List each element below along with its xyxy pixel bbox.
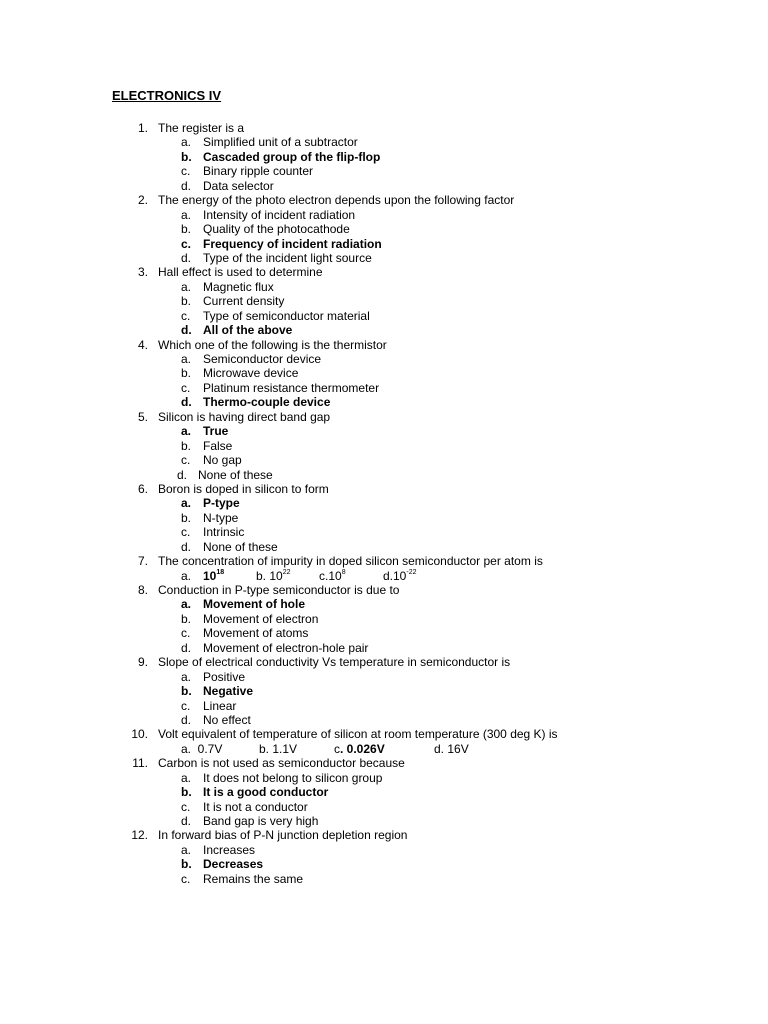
question-text: Slope of electrical conductivity Vs temperature in semiconductor is xyxy=(158,655,511,670)
option-text: It is not a conductor xyxy=(203,799,308,814)
option-text: Band gap is very high xyxy=(203,814,319,828)
answer-option xyxy=(0,352,768,366)
option-letter: c. xyxy=(181,626,191,641)
option-letter: a. xyxy=(181,135,192,150)
answer-option xyxy=(0,453,768,467)
question-2 xyxy=(0,193,768,207)
option-text: Magnetic flux xyxy=(203,279,274,294)
option-letter: a. xyxy=(181,279,192,294)
option-letter: c. xyxy=(181,698,191,713)
option-letter: a. xyxy=(181,352,192,366)
option-letter: d. xyxy=(181,178,192,193)
question-number: 8. xyxy=(137,583,148,597)
question-text: Carbon is not used as semiconductor because xyxy=(158,756,405,771)
answer-option-correct xyxy=(0,150,768,164)
option-letter: a. xyxy=(181,207,192,222)
option-text: Simplified unit of a subtractor xyxy=(203,135,358,150)
option-text: True xyxy=(203,424,229,439)
answer-option xyxy=(0,814,768,828)
option-text: False xyxy=(203,438,233,453)
question-text: Silicon is having direct band gap xyxy=(158,409,331,424)
option-c-correct xyxy=(334,742,385,756)
answer-option xyxy=(0,699,768,713)
answer-option-correct xyxy=(0,857,768,871)
answer-option xyxy=(0,222,768,236)
question-number: 12. xyxy=(131,828,148,843)
option-letter: b. xyxy=(181,366,192,381)
question-12 xyxy=(0,828,768,842)
option-letter: b. xyxy=(181,222,192,237)
option-a: a. 0.7V xyxy=(181,741,223,756)
option-letter: b. xyxy=(181,785,192,800)
answer-option xyxy=(0,612,768,626)
question-text: Boron is doped in silicon to form xyxy=(158,481,329,496)
question-text: Conduction in P-type semiconductor is due to xyxy=(158,583,400,597)
question-6 xyxy=(0,482,768,496)
option-letter: c. xyxy=(181,380,191,395)
option-letter: c. xyxy=(181,799,191,814)
answer-option xyxy=(0,670,768,684)
question-text: The energy of the photo electron depends upon the following factor xyxy=(158,193,515,208)
question-5 xyxy=(0,410,768,424)
option-exponent: -22 xyxy=(406,568,417,576)
option-letter: a. xyxy=(181,770,192,785)
option-base: b. 10 xyxy=(256,568,283,583)
option-text: Binary ripple counter xyxy=(203,164,314,179)
option-c xyxy=(319,569,346,583)
option-letter: c. xyxy=(181,871,191,886)
option-letter: c. xyxy=(181,164,191,179)
question-text: The concentration of impurity in doped silicon semiconductor per atom is xyxy=(158,554,543,569)
option-base: d.10 xyxy=(383,568,407,583)
inline-answer-options xyxy=(0,742,768,756)
option-text: Movement of electron xyxy=(203,611,319,626)
option-b: b. 1.1V xyxy=(259,741,298,756)
answer-option xyxy=(0,251,768,265)
answer-option xyxy=(0,468,768,482)
option-text: Positive xyxy=(203,669,246,684)
option-letter: d. xyxy=(181,814,192,828)
option-text: Type of semiconductor material xyxy=(203,308,370,323)
option-exponent: 8 xyxy=(341,568,346,576)
option-letter: c. xyxy=(181,308,191,323)
question-number: 7. xyxy=(137,554,148,569)
option-letter: d. xyxy=(181,323,192,338)
question-text: Which one of the following is the thermistor xyxy=(158,337,387,352)
answer-option xyxy=(0,208,768,222)
option-text: Quality of the photocathode xyxy=(203,222,350,237)
option-text: All of the above xyxy=(203,323,293,338)
option-letter: a. xyxy=(181,496,192,511)
option-text: None of these xyxy=(198,467,273,482)
question-1 xyxy=(0,121,768,135)
option-letter: b. xyxy=(181,510,192,525)
option-text: Linear xyxy=(203,698,237,713)
question-number: 3. xyxy=(137,265,148,280)
option-text: Platinum resistance thermometer xyxy=(203,380,380,395)
answer-option xyxy=(0,626,768,640)
question-list xyxy=(0,121,768,886)
answer-option-correct xyxy=(0,237,768,251)
answer-option xyxy=(0,439,768,453)
answer-option xyxy=(0,135,768,149)
question-9 xyxy=(0,655,768,669)
option-text: Negative xyxy=(203,684,254,699)
question-number: 11. xyxy=(132,756,148,771)
answer-option xyxy=(0,164,768,178)
option-d: d. 16V xyxy=(434,741,469,756)
question-number: 5. xyxy=(137,409,148,424)
answer-option xyxy=(0,843,768,857)
option-letter: b. xyxy=(181,611,192,626)
question-number: 6. xyxy=(137,481,148,496)
option-text: Type of the incident light source xyxy=(203,250,372,265)
question-10 xyxy=(0,727,768,741)
answer-option xyxy=(0,641,768,655)
answer-option xyxy=(0,179,768,193)
option-text: P-type xyxy=(203,496,240,511)
answer-option xyxy=(0,280,768,294)
answer-option xyxy=(0,366,768,380)
option-letter: b. xyxy=(181,294,192,309)
option-text: Intensity of incident radiation xyxy=(203,207,356,222)
answer-option xyxy=(0,525,768,539)
option-text: No effect xyxy=(203,712,251,727)
option-letter: b. xyxy=(181,857,192,872)
option-letter: c. xyxy=(181,236,192,251)
option-text: Frequency of incident radiation xyxy=(203,236,382,251)
option-base: c.10 xyxy=(319,568,342,583)
option-text: Semiconductor device xyxy=(203,352,322,366)
option-text: Data selector xyxy=(203,178,274,193)
option-text: Decreases xyxy=(203,857,264,872)
option-text: No gap xyxy=(203,453,242,468)
option-b xyxy=(256,569,291,583)
question-number: 4. xyxy=(137,337,148,352)
option-text: . 0.026V xyxy=(340,741,385,756)
question-8 xyxy=(0,583,768,597)
answer-option xyxy=(0,800,768,814)
option-letter: d. xyxy=(177,467,188,482)
option-letter: b. xyxy=(181,684,192,699)
option-a-correct xyxy=(203,569,224,583)
option-exponent: 22 xyxy=(282,568,291,576)
option-letter: b. xyxy=(181,438,192,453)
option-text: Current density xyxy=(203,294,285,309)
inline-answer-options xyxy=(0,569,768,583)
option-text: It does not belong to silicon group xyxy=(203,770,383,785)
answer-option-correct xyxy=(0,424,768,438)
answer-option xyxy=(0,309,768,323)
answer-option-correct xyxy=(0,684,768,698)
question-4 xyxy=(0,338,768,352)
question-text: The register is a xyxy=(158,121,245,135)
option-text: Remains the same xyxy=(203,871,304,886)
question-text: In forward bias of P-N junction depletion region xyxy=(158,828,408,843)
option-letter: a. xyxy=(181,669,192,684)
option-letter: d. xyxy=(181,712,192,727)
question-number: 9. xyxy=(137,655,148,670)
option-text: Movement of electron-hole pair xyxy=(203,640,369,655)
question-number: 2. xyxy=(137,193,148,208)
document-title: ELECTRONICS IV xyxy=(112,88,222,103)
option-letter: d. xyxy=(181,250,192,265)
option-letter: a. xyxy=(181,842,192,857)
option-letter: c. xyxy=(181,525,191,540)
option-letter: d. xyxy=(181,539,192,554)
option-letter: c xyxy=(334,741,340,756)
answer-option xyxy=(0,381,768,395)
option-text: Cascaded group of the flip-flop xyxy=(203,149,381,164)
answer-option-correct xyxy=(0,597,768,611)
option-text: Increases xyxy=(203,842,256,857)
question-11 xyxy=(0,756,768,770)
question-3 xyxy=(0,265,768,279)
question-7 xyxy=(0,554,768,568)
answer-option xyxy=(0,872,768,886)
option-text: Movement of hole xyxy=(203,597,306,612)
question-number: 1. xyxy=(137,121,148,135)
option-letter: a. xyxy=(181,597,192,612)
option-text: None of these xyxy=(203,539,278,554)
question-text: Volt equivalent of temperature of silicon at room temperature (300 deg K) is xyxy=(158,727,558,742)
answer-option-correct xyxy=(0,785,768,799)
answer-option xyxy=(0,294,768,308)
question-text: Hall effect is used to determine xyxy=(158,265,323,280)
option-text: Thermo-couple device xyxy=(203,395,331,410)
option-d xyxy=(383,569,416,583)
option-letter: c. xyxy=(181,453,191,468)
answer-option xyxy=(0,713,768,727)
option-text: Movement of atoms xyxy=(203,626,309,641)
option-exponent: 18 xyxy=(216,568,225,576)
option-letter: a. xyxy=(181,568,192,583)
option-letter: d. xyxy=(181,395,192,410)
answer-option-correct xyxy=(0,323,768,337)
option-text: N-type xyxy=(203,510,239,525)
option-letter: a. xyxy=(181,424,192,439)
answer-option-correct xyxy=(0,496,768,510)
option-text: Microwave device xyxy=(203,366,299,381)
answer-option xyxy=(0,511,768,525)
answer-option xyxy=(0,771,768,785)
option-base: 10 xyxy=(203,568,217,583)
answer-option xyxy=(0,540,768,554)
option-text: Intrinsic xyxy=(203,525,245,540)
option-letter: d. xyxy=(181,640,192,655)
question-number: 10. xyxy=(131,727,148,742)
option-letter: b. xyxy=(181,149,192,164)
option-text: It is a good conductor xyxy=(203,785,329,800)
answer-option-correct xyxy=(0,395,768,409)
